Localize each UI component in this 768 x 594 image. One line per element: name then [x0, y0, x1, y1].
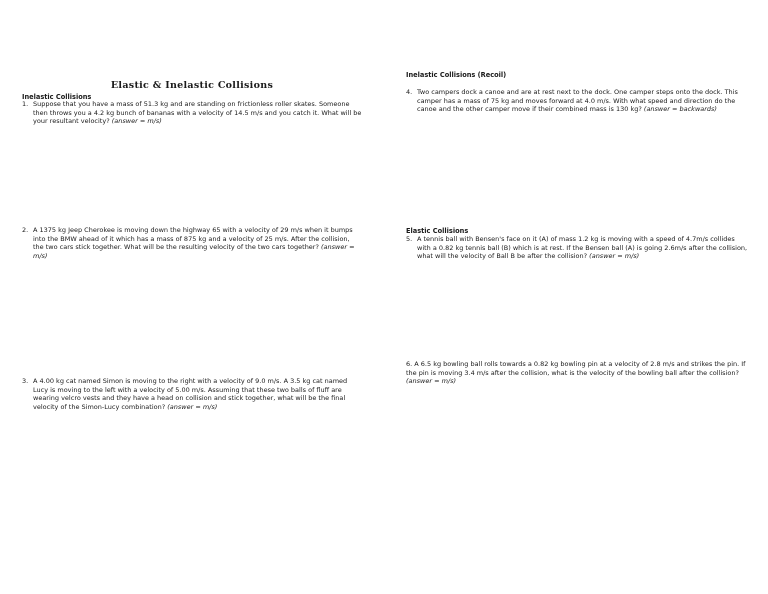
- question-4-answer: (answer = backwards): [643, 105, 717, 114]
- recoil-heading: Inelastic Collisions (Recoil): [406, 71, 507, 79]
- question-2-body: [33, 226, 362, 260]
- question-4-number: 4.: [406, 88, 413, 96]
- question-6-answer: (answer = m/s): [406, 377, 457, 386]
- question-5-text: A tennis ball with Bensen's face on it (A) of mass 1.2 kg is moving with a speed of 4.7m/s collides with a 0.82 kg tennis ball (B) which is at rest. If the Bensen ball (A) is going 2.6m/s after the collision, what will the velocity of Ball B be after the collision?: [417, 235, 748, 261]
- question-6-text: A 6.5 kg bowling ball rolls towards a 0.82 kg bowling pin at a velocity of 2.8 m/s and strikes the pin. If the pin is moving 3.4 m/s after the collision, what is the velocity of the bowling ball after the collision?: [406, 360, 746, 377]
- worksheet-title: Elastic & Inelastic Collisions: [110, 80, 274, 91]
- question-5-number: 5.: [406, 235, 413, 243]
- question-1-body: [33, 100, 362, 126]
- question-3-text: A 4.00 kg cat named Simon is moving to the right with a velocity of 9.0 m/s. A 3.5 kg cat named Lucy is moving to the left with a velocity of 5.00 m/s. Assuming that these two balls of fluff are wearing velcro vests and they have a head on collision and stick together, what will be the final velocity of the Simon-Lucy combination?: [33, 377, 348, 411]
- question-3: [22, 377, 362, 411]
- question-2-number: 2.: [22, 226, 29, 234]
- question-4-body: [417, 88, 748, 114]
- question-6-number: 6.: [406, 360, 413, 368]
- inelastic-heading: Inelastic Collisions: [22, 93, 92, 101]
- question-4: [406, 88, 748, 114]
- question-2: [22, 226, 362, 260]
- elastic-heading: Elastic Collisions: [406, 227, 469, 235]
- question-2-text: A 1375 kg Jeep Cherokee is moving down the highway 65 with a velocity of 29 m/s when it bumps into the BMW ahead of it which has a mass of 875 kg and a velocity of 25 m/s. After the collision, the two cars stick together. What will be the resulting velocity of the two cars together?: [33, 226, 353, 252]
- question-4-text: Two campers dock a canoe and are at rest next to the dock. One camper steps onto the dock. This camper has a mass of 75 kg and moves forward at 4.0 m/s. With what speed and direction do the canoe and the other camper move if their combined mass is 130 kg?: [417, 88, 738, 114]
- question-3-body: [33, 377, 362, 411]
- question-5-body: [417, 235, 748, 261]
- question-2-answer: (answer = m/s): [33, 243, 355, 260]
- question-5-answer: (answer = m/s): [589, 252, 640, 261]
- question-3-answer: (answer = m/s): [167, 402, 218, 411]
- question-1: [22, 100, 362, 126]
- question-1-text: Suppose that you have a mass of 51.3 kg and are standing on frictionless roller skates. Someone then throws you a 4.2 kg bunch of bananas with a velocity of 14.5 m/s and you catch it. What will be your resultant velocity?: [33, 100, 362, 126]
- question-3-number: 3.: [22, 377, 29, 385]
- question-1-number: 1.: [22, 100, 29, 108]
- question-5: [406, 235, 748, 261]
- question-1-answer: (answer = m/s): [111, 117, 162, 126]
- question-6: [406, 360, 748, 386]
